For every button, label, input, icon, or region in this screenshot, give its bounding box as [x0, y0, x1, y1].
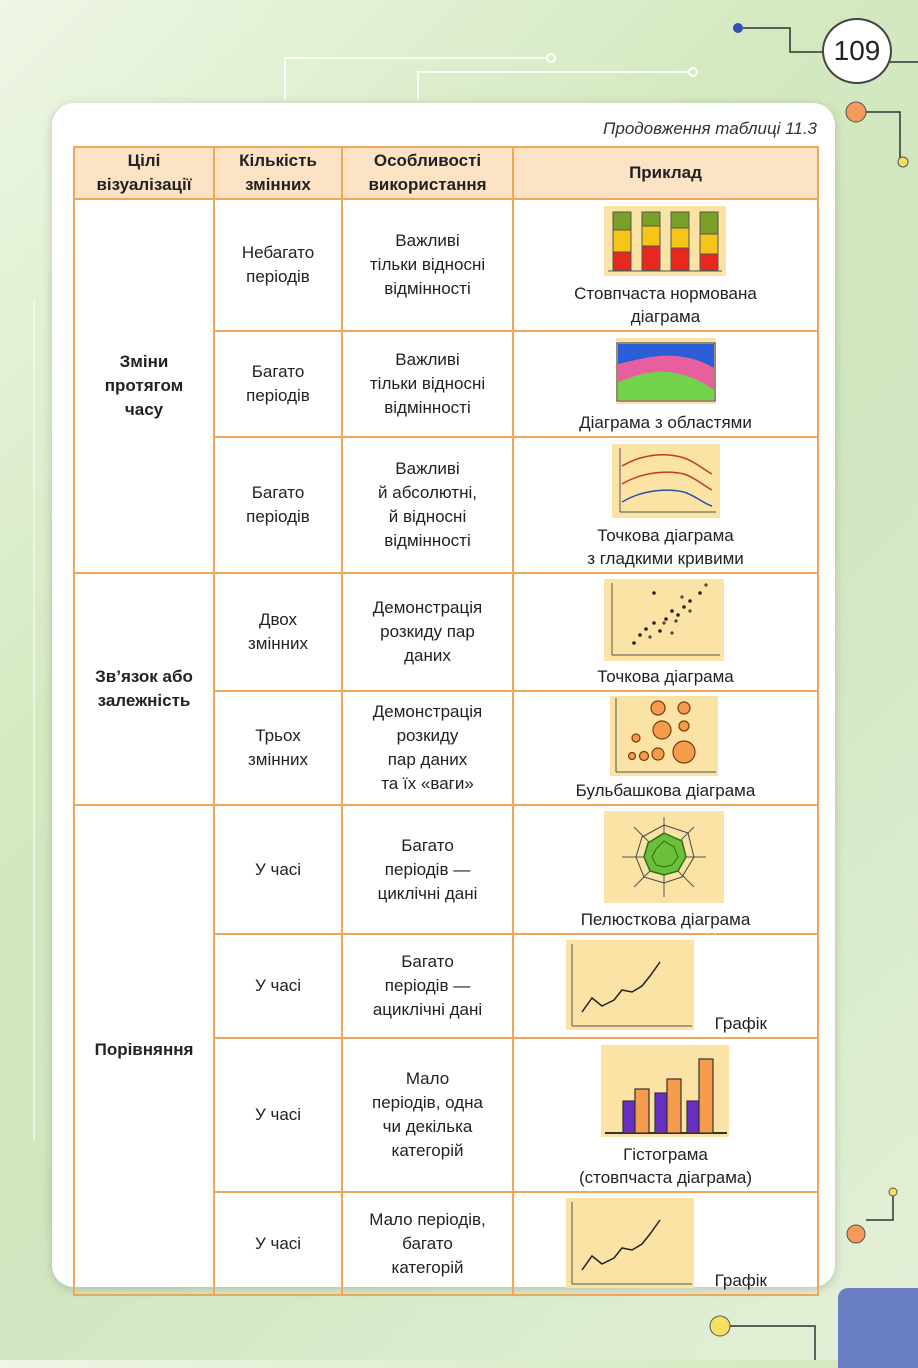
line-chart-icon — [566, 940, 694, 1030]
example-cell — [513, 437, 818, 573]
vars-cell: Багато періодів — [214, 437, 342, 573]
vars-cell: Трьох змінних — [214, 691, 342, 805]
line-chart-icon — [566, 1198, 694, 1288]
header-usage: Особливості використання — [342, 147, 513, 199]
table-row — [74, 573, 818, 691]
usage-cell: Мало періодів, одна чи декілька категорій — [342, 1038, 513, 1192]
table-row — [74, 199, 818, 331]
vars-cell: Небагато періодів — [214, 199, 342, 331]
example-label: Точкова діаграма — [597, 667, 734, 686]
example-cell — [513, 573, 818, 691]
example-label: Діаграма з областями — [579, 413, 752, 432]
table-header-row — [74, 147, 818, 199]
goal-cell: Зв’язок або залежність — [74, 573, 214, 805]
column-chart-icon — [601, 1045, 729, 1137]
radar-chart-icon — [604, 811, 724, 903]
stacked-percent-bar-chart-icon — [604, 206, 726, 276]
usage-cell: Важливі тільки відносні відмінності — [342, 199, 513, 331]
goal-cell: Порівняння — [74, 805, 214, 1295]
vars-cell: Двох змінних — [214, 573, 342, 691]
table-row — [74, 805, 818, 934]
area-chart-icon — [616, 338, 716, 404]
vars-cell: У часі — [214, 1038, 342, 1192]
example-label: Графік — [714, 1271, 767, 1290]
example-label: Гістограма (стовпчаста діаграма) — [578, 1145, 753, 1187]
goal-cell: Зміни протягом часу — [74, 199, 214, 573]
example-label: Графік — [714, 1014, 767, 1033]
usage-cell: Багато періодів — циклічні дані — [342, 805, 513, 934]
vars-cell: У часі — [214, 805, 342, 934]
usage-cell: Багато періодів — ациклічні дані — [342, 934, 513, 1038]
page-number: 109 — [822, 18, 892, 84]
table-caption: Продовження таблиці 11.3 — [603, 119, 817, 138]
visualization-table — [73, 146, 819, 1296]
bubble-chart-icon — [610, 696, 718, 776]
page-side-tab — [838, 1288, 918, 1368]
usage-cell: Демонстрація розкиду пар даних та їх «ваги» — [342, 691, 513, 805]
example-label: Стовпчаста нормована діаграма — [574, 284, 757, 326]
header-example: Приклад — [513, 147, 818, 199]
example-label: Бульбашкова діаграма — [575, 781, 756, 800]
usage-cell: Мало періодів, багато категорій — [342, 1192, 513, 1295]
example-label: Точкова діаграма з гладкими кривими — [587, 526, 744, 568]
content-card — [52, 103, 835, 1290]
vars-cell: У часі — [214, 1192, 342, 1295]
example-cell — [513, 805, 818, 934]
vars-cell: Багато періодів — [214, 331, 342, 437]
example-cell — [513, 691, 818, 805]
example-cell — [513, 199, 818, 331]
example-cell — [513, 331, 818, 437]
usage-cell: Важливі й абсолютні, й відносні відмінності — [342, 437, 513, 573]
header-vars: Кількість змінних — [214, 147, 342, 199]
example-cell — [513, 1192, 818, 1295]
example-label: Пелюсткова діаграма — [580, 910, 751, 929]
usage-cell: Важливі тільки відносні відмінності — [342, 331, 513, 437]
vars-cell: У часі — [214, 934, 342, 1038]
example-cell — [513, 1038, 818, 1192]
scatter-chart-icon — [604, 579, 724, 661]
smooth-lines-chart-icon — [612, 444, 720, 518]
example-cell — [513, 934, 818, 1038]
usage-cell: Демонстрація розкиду пар даних — [342, 573, 513, 691]
header-goal: Цілі візуалізації — [74, 147, 214, 199]
